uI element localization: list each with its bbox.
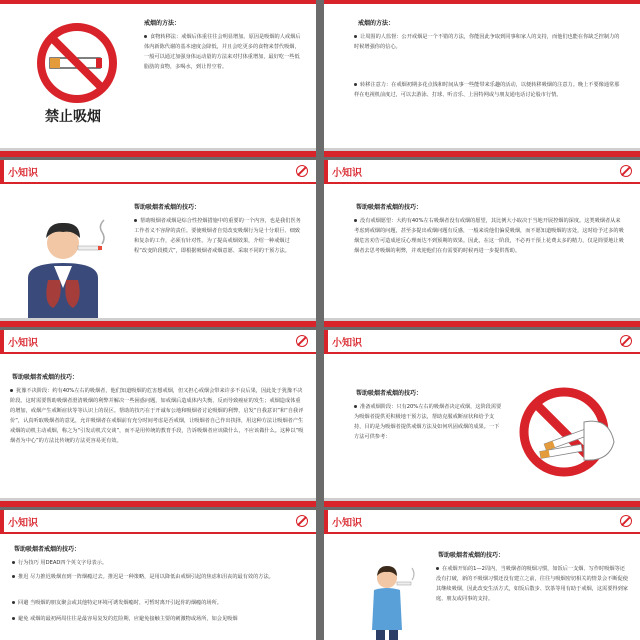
- bullet-icon: [134, 219, 137, 222]
- no-smoking-logo-icon: [620, 165, 632, 177]
- body-text: 准备戒烟阶段：只有20%左右的吸烟者决定戒烟，这阶段需要为吸烟者提供更积极地干预方法，帮助克服戒断症状和给予支持，目的是为吸烟者提供戒烟方法及如何巩固戒烟的成果。一下方法可供参考：: [354, 404, 502, 440]
- bottom-bar: [0, 151, 316, 157]
- bottom-bar: [324, 501, 640, 507]
- bullet-icon: [436, 567, 439, 570]
- bullet-icon: [12, 617, 15, 620]
- no-smoking-hand-icon: [514, 382, 624, 482]
- boy-smoking-icon: [362, 560, 422, 640]
- no-smoking-icon: [32, 18, 122, 108]
- header-title: 小知识: [332, 518, 362, 529]
- no-smoking-logo-icon: [620, 335, 632, 347]
- slide-2: [324, 0, 640, 157]
- section-heading: 帮助吸烟者戒烟的技巧：: [438, 552, 505, 559]
- section-heading: 帮助吸烟者戒烟的技巧：: [356, 204, 423, 211]
- body-text: 让周围的人监督：公开戒烟是一个不错的方法，你能因此争取到同事和家人的支持，而他们也能在你缺乏控制力的时候增强你的信心。: [354, 34, 620, 50]
- list-item: 回避 当吸烟的朋友聚会或其他特定环境可诱发烟瘾时，可暂时离开引起你的烟瘾的场所。: [12, 598, 306, 608]
- bullet-icon: [12, 601, 15, 604]
- no-smoking-logo-icon: [620, 515, 632, 527]
- bullet-icon: [144, 35, 147, 38]
- smoker-illustration-icon: [18, 208, 108, 318]
- bullet-icon: [354, 35, 357, 38]
- bottom-bar: [324, 321, 640, 327]
- top-bar: [0, 0, 316, 4]
- section-heading: 帮助吸烟者戒烟的技巧：: [134, 204, 201, 211]
- bottom-bar: [324, 151, 640, 157]
- slide-header: [324, 160, 640, 184]
- slide-6: [324, 330, 640, 507]
- slide-1: [0, 0, 316, 157]
- bullet-icon: [354, 405, 357, 408]
- header-title: 小知识: [332, 168, 362, 179]
- section-heading: 戒烟的方法：: [144, 20, 181, 27]
- body-text: 没有戒烟愿望：大约有40%左右吸烟者没有戒烟的愿望，其比例大小取决于当地开展控烟的深度。这类吸烟者从来考虑到戒烟的问题，甚至多提出戒烟问题有反感，一般来说他们偏爱吸烟，而不愿知道吸烟的害处，这时给予过多的吸烟危害劝告可造成逆反心理而达不到预期的效果。因此，在这一阶段，不必再干预上花费太多的精力，仅是简要地让吸烟者去思考吸烟的利弊，并欢迎他们在有需要的时候再进一步提供帮助。: [354, 218, 624, 254]
- bullet-icon: [12, 561, 15, 564]
- list-item: 行为技巧 用DEAD四个英文字母表示。: [12, 558, 306, 568]
- header-title: 小知识: [332, 338, 362, 349]
- header-title: 小知识: [8, 338, 38, 349]
- slide-header: [0, 160, 316, 184]
- slide-3: [0, 160, 316, 327]
- no-smoking-logo-icon: [296, 165, 308, 177]
- slide-header: [324, 330, 640, 354]
- list-item: 避免 戒烟的最初两周往往是最容易复发的危险期，应避免接触主要的刺激物或场所，如会见吸烟: [12, 614, 306, 624]
- bullet-icon: [354, 83, 357, 86]
- header-title: 小知识: [8, 168, 38, 179]
- list-item: 推迟 尽力推迟吸烟直到一阵烟瘾过去。推迟是一种策略，是用以降低由戒烟引起的焦虑和沮丧的最有效的方法。: [12, 572, 306, 582]
- body-text: 食物转移法：戒烟后体重往往会明显增加。原因是吸烟的人戒烟后体内新陈代谢的基本速度会降低，并且会吃更多的食物来替代吸烟，一般可以通过加强身体运动量的方法来对付体重增加，最好吃一些低脂肪的食物，多喝水，到让胃空着。: [144, 34, 301, 70]
- bullet-icon: [12, 575, 15, 578]
- section-heading: 帮助吸烟者戒烟的技巧：: [356, 390, 423, 397]
- bottom-bar: [0, 501, 316, 507]
- slide-header: [0, 330, 316, 354]
- section-heading: 戒烟的方法：: [358, 20, 395, 27]
- bullet-icon: [10, 389, 13, 392]
- no-smoking-logo-icon: [296, 515, 308, 527]
- no-smoking-logo-icon: [296, 335, 308, 347]
- body-text: 转移注意力：在戒烟初期多花点钱和时间从事一些能带来乐趣的活动，以便转移吸烟的注意力。晚上不要像通常那样在电视机前度过，可以去游泳、打球、听音乐、上因特网或与朋友通电话讨论股市行情。: [354, 82, 620, 98]
- bullet-icon: [354, 219, 357, 222]
- body-text: 犹豫不决阶段：约有40%左右的吸烟者，他们知道吸烟的危害想戒烟，但又担心戒烟会带来许多不良后果，因此处于犹豫不决阶段。这时需要帮助吸烟者澄清吸烟的利弊并解决一些困惑问题，如戒烟后造成体内失衡、反而导致癌症的发生；戒烟造成体重的增加，戒烟产生戒断症状等等认识上的误区。帮助的技巧在于开诚布公地和吸烟者讨论吸烟的利弊，启发“自我意识”和“自我评价”，认真听取吸烟者的意见，允许吸烟者在戒烟前有充分时间考虑是否戒烟，让吸烟者自己作出抉择，用这种方法让吸烟者产生戒烟的动机主动戒烟，称之为“引发动机式交谈”，而不是用传统的教育手段，告诉吸烟者应该做什么，不应该做什么。这种以“吸烟者为中心”的方法比传统的方法更容易更有效。: [10, 388, 304, 444]
- slide-header: [324, 510, 640, 534]
- bottom-bar: [0, 321, 316, 327]
- body-text: 帮助吸烟者戒烟是综合性控烟措施中的重要的一个内容，也是我们医务工作者义不容辞的责任。要使吸烟者自觉改变吸烟行为是十分艰巨、细致和复杂的工作，必须有针对性。为了提高戒烟效果，介绍一种戒烟过程“改变阶段模式”，即根据吸烟者戒烟意愿、采取不同的干预方法。: [134, 218, 301, 254]
- top-bar: [324, 0, 640, 4]
- slide-4: [324, 160, 640, 327]
- slide-5: [0, 330, 316, 507]
- section-heading: 帮助吸烟者戒烟的技巧：: [12, 374, 79, 381]
- section-heading: 帮助吸烟者戒烟的技巧：: [14, 546, 81, 553]
- body-text: 在戒烟开始的1—2周内，当吸烟者的吸烟习惯，如饭后一支烟、写作时吸烟等还没有打破，新的不吸烟习惯还没有建立之前，往往与吸烟密切相关的情景会不断促使其继续吸烟，因此改变生活方式，如饭后散步、饮茶等用有助于戒烟，这需要得到家庭、朋友或同事的支持。: [436, 566, 628, 602]
- slide-8: [324, 510, 640, 640]
- header-title: 小知识: [8, 518, 38, 529]
- slide-7: [0, 510, 316, 640]
- slide-header: [0, 510, 316, 534]
- logo-caption: 禁止吸烟: [45, 109, 101, 125]
